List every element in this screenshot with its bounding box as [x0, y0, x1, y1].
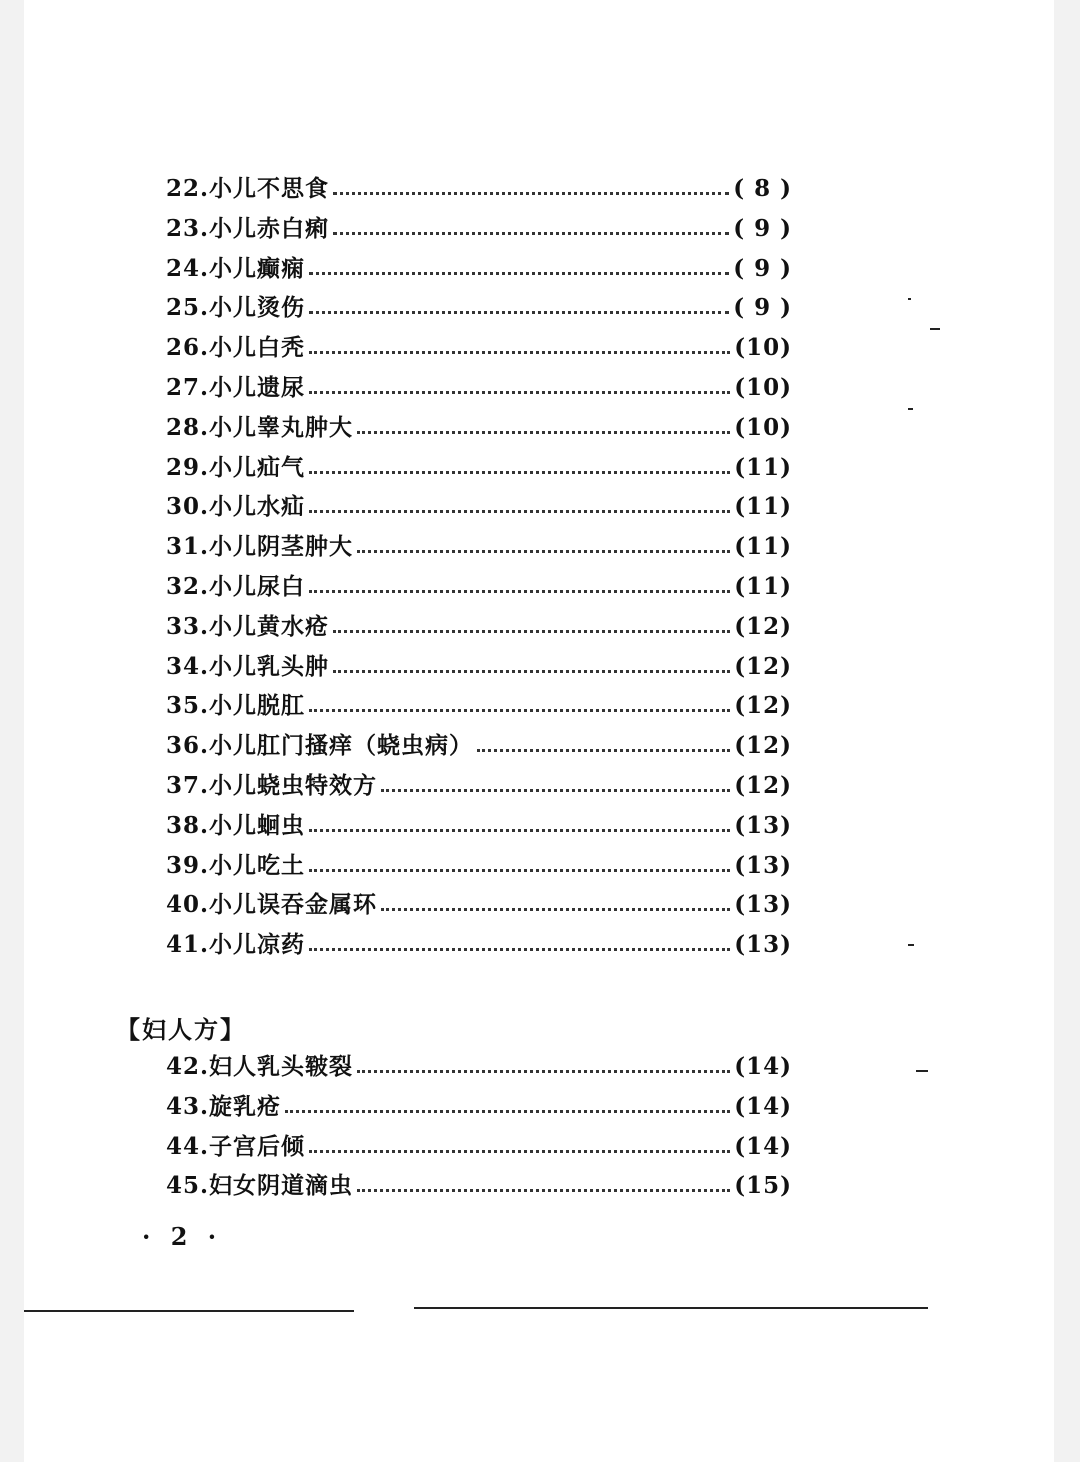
toc-entry-title: 43.旋乳疮: [166, 1092, 282, 1120]
toc-entry-title: 38.小儿蛔虫: [166, 811, 306, 839]
dot-leader: [357, 431, 730, 434]
toc-entry-title: 34.小儿乳头肿: [166, 652, 330, 680]
toc-entry: [166, 409, 792, 443]
dot-leader: [309, 1150, 730, 1153]
toc-entry: [166, 807, 792, 841]
dot-leader: [477, 749, 730, 752]
toc-entry-title: 37.小儿蛲虫特效方: [166, 772, 378, 799]
toc-entry-title: 29.小儿疝气: [166, 453, 306, 481]
toc-entry: [166, 369, 792, 403]
dot-leader: [333, 232, 729, 235]
toc-entry: [166, 289, 792, 323]
toc-entry-page: ( 9 ): [733, 214, 792, 242]
dot-leader: [309, 471, 730, 474]
dot-leader: [309, 948, 730, 951]
toc-entry: [166, 449, 792, 483]
toc-entry-page: (10): [734, 374, 792, 401]
toc-entry-title: 42.妇人乳头皲裂: [166, 1053, 354, 1080]
toc-entry-page: (12): [734, 772, 792, 799]
toc-entry-page: (13): [734, 851, 792, 879]
toc-entry-title: 45.妇女阴道滴虫: [166, 1172, 354, 1200]
section-heading: 【妇人方】: [116, 1015, 246, 1044]
toc-entry-page: (10): [734, 334, 792, 362]
toc-entry-page: (10): [734, 413, 792, 441]
toc-entry-page: (15): [734, 1172, 792, 1200]
toc-entry-page: (13): [734, 891, 792, 919]
toc-entry: [166, 847, 792, 881]
toc-entry: [166, 608, 792, 642]
dot-leader: [309, 829, 730, 832]
toc-entry-title: 30.小儿水疝: [166, 493, 306, 521]
toc-entry-page: (11): [734, 573, 792, 600]
toc-entry-title: 22.小儿不思食: [166, 175, 330, 202]
dot-leader: [309, 510, 730, 513]
dot-leader: [309, 709, 730, 712]
toc-entry-page: (12): [734, 732, 792, 760]
toc-entry-page: ( 8 ): [733, 175, 792, 202]
toc-entry-title: 26.小儿白秃: [166, 334, 306, 362]
toc-entry-title: 35.小儿脱肛: [166, 692, 306, 720]
scan-speck: [908, 944, 914, 946]
scan-speck: [908, 408, 913, 410]
toc-entry-title: 23.小儿赤白痢: [166, 214, 330, 242]
dot-leader: [333, 192, 729, 195]
toc-entry: [166, 250, 792, 284]
toc-entry: [166, 488, 792, 522]
toc-entry: [166, 648, 792, 682]
dot-leader: [381, 908, 730, 911]
toc-entry-page: (11): [734, 533, 792, 561]
toc-entry-page: (12): [734, 652, 792, 680]
toc-entry-page: ( 9 ): [733, 294, 792, 322]
toc-entry-title: 32.小儿尿白: [166, 573, 306, 600]
toc-entry-title: 25.小儿烫伤: [166, 294, 306, 322]
toc-entry: [166, 886, 792, 920]
dot-leader: [357, 1070, 730, 1073]
dot-leader: [381, 789, 730, 792]
dot-leader: [285, 1110, 730, 1113]
toc-entry-page: (12): [734, 692, 792, 720]
toc-entry: [166, 1088, 792, 1122]
dot-leader: [333, 630, 730, 633]
toc-entry-title: 33.小儿黄水疮: [166, 612, 330, 640]
toc-entry: [166, 1048, 792, 1082]
toc-entry-title: 31.小儿阴茎肿大: [166, 533, 354, 561]
toc-entry-page: (12): [734, 612, 792, 640]
dot-leader: [309, 391, 730, 394]
toc-entry-page: (13): [734, 811, 792, 839]
page-number: · 2 ·: [142, 1222, 223, 1251]
toc-entry-page: (13): [734, 931, 792, 959]
toc-entry: [166, 926, 792, 960]
dot-leader: [309, 590, 730, 593]
toc-entry-title: 39.小儿吃土: [166, 851, 306, 879]
toc-entry: [166, 210, 792, 244]
scan-speck: [916, 1070, 928, 1072]
toc-entry: [166, 170, 792, 204]
dot-leader: [357, 1189, 730, 1192]
toc-entry-page: (14): [734, 1092, 792, 1120]
toc-entry-page: ( 9 ): [733, 254, 792, 282]
toc-entry-title: 24.小儿癫痫: [166, 254, 306, 282]
toc-entry: [166, 329, 792, 363]
dot-leader: [309, 869, 730, 872]
dot-leader: [309, 272, 729, 275]
scan-speck: [930, 328, 940, 330]
toc-entry-title: 40.小儿误吞金属环: [166, 891, 378, 919]
toc-entry-title: 28.小儿睾丸肿大: [166, 413, 354, 441]
scan-speck: [908, 298, 911, 300]
dot-leader: [333, 670, 730, 673]
dot-leader: [357, 550, 730, 553]
toc-entry-title: 36.小儿肛门搔痒（蛲虫病）: [166, 732, 474, 760]
toc-entry-title: 27.小儿遗尿: [166, 374, 306, 401]
toc-entry: [166, 1167, 792, 1201]
toc-entry: [166, 687, 792, 721]
toc-entry-page: (11): [734, 453, 792, 481]
toc-entry: [166, 767, 792, 801]
book-page: [24, 0, 1054, 1462]
dot-leader: [309, 311, 729, 314]
bottom-rule-left: [24, 1310, 354, 1312]
toc-entry: [166, 727, 792, 761]
toc-entry: [166, 1128, 792, 1162]
toc-entry-page: (11): [734, 493, 792, 521]
bottom-rule-right: [414, 1307, 928, 1309]
dot-leader: [309, 351, 730, 354]
toc-entry: [166, 528, 792, 562]
toc-entry: [166, 568, 792, 602]
toc-entry-page: (14): [734, 1053, 792, 1080]
toc-entry-title: 44.子宫后倾: [166, 1132, 306, 1160]
toc-entry-page: (14): [734, 1132, 792, 1160]
toc-entry-title: 41.小儿凉药: [166, 931, 306, 959]
